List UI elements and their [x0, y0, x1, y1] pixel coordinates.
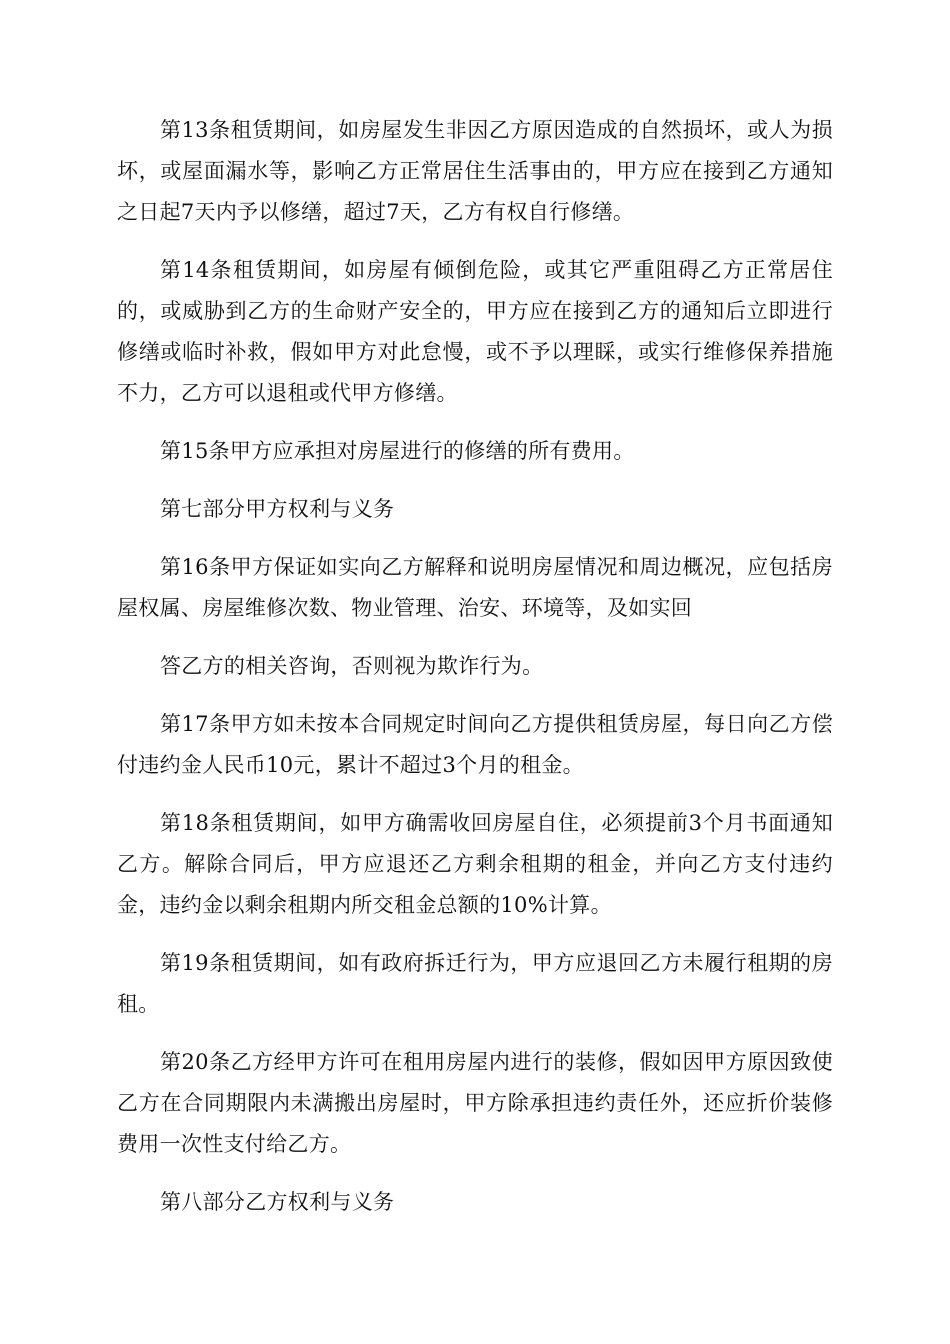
clause-13: 第13条租赁期间，如房屋发生非因乙方原因造成的自然损坏，或人为损坏，或屋面漏水等，影响乙方正常居住生活事由的，甲方应在接到乙方通知之日起7天内予以修缮，超过7天，乙方有权自行修缮。: [117, 118, 833, 224]
clause-16-continued: 答乙方的相关咨询，否则视为欺诈行为。: [160, 654, 544, 678]
document-body: [117, 110, 833, 1240]
clause-19: 第19条租赁期间，如有政府拆迁行为，甲方应退回乙方未履行租期的房租。: [117, 951, 833, 1016]
section-heading-part-7: 第七部分甲方权利与义务: [160, 497, 395, 521]
clause-18: 第18条租赁期间，如甲方确需收回房屋自住，必须提前3个月书面通知乙方。解除合同后，甲方应退还乙方剩余租期的租金，并向乙方支付违约金，违约金以剩余租期内所交租金总额的10%计算。: [117, 811, 833, 917]
clause-15: 第15条甲方应承担对房屋进行的修缮的所有费用。: [160, 439, 635, 463]
clause-16: 第16条甲方保证如实向乙方解释和说明房屋情况和周边概况，应包括房屋权属、房屋维修次数、物业管理、治安、环境等，及如实回: [117, 555, 833, 620]
section-heading-part-8: 第八部分乙方权利与义务: [160, 1190, 395, 1214]
clause-20: 第20条乙方经甲方许可在租用房屋内进行的装修，假如因甲方原因致使乙方在合同期限内未满搬出房屋时，甲方除承担违约责任外，还应折价装修费用一次性支付给乙方。: [117, 1050, 833, 1156]
clause-14: 第14条租赁期间，如房屋有倾倒危险，或其它严重阻碍乙方正常居住的，或威胁到乙方的生命财产安全的，甲方应在接到乙方的通知后立即进行修缮或临时补救，假如甲方对此怠慢，或不予以理睬，或实行维修保养措施不力，乙方可以退租或代甲方修缮。: [117, 258, 833, 405]
clause-17: 第17条甲方如未按本合同规定时间向乙方提供租赁房屋，每日向乙方偿付违约金人民币10元，累计不超过3个月的租金。: [117, 712, 833, 777]
